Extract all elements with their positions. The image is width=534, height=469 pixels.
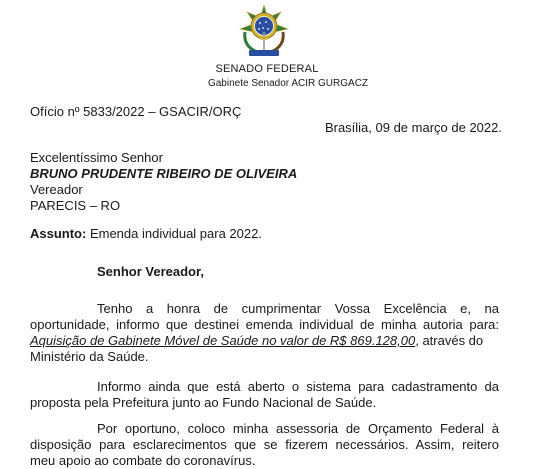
paragraph-3-line-2: disposição para esclarecimentos que se fizerem necessários. Assim, reitero xyxy=(30,437,499,452)
recipient-name: BRUNO PRUDENTE RIBEIRO DE OLIVEIRA xyxy=(30,166,298,181)
paragraph-1-line-1: Tenho a honra de cumprimentar Vossa Excelência e, na xyxy=(97,301,499,316)
paragraph-2-line-2: proposta pela Prefeitura junto ao Fundo Nacional de Saúde. xyxy=(30,395,377,410)
paragraph-1-line-3-rest: , através do xyxy=(415,333,484,348)
document-reference: Ofício nº 5833/2022 – GSACIR/ORÇ xyxy=(30,104,242,119)
greeting: Senhor Vereador, xyxy=(97,264,204,279)
office-subtitle: Gabinete Senador ACIR GURGACZ xyxy=(207,78,369,89)
recipient-salutation-line: Excelentíssimo Senhor xyxy=(30,150,163,165)
subject-label: Assunto: xyxy=(30,226,87,241)
subject-text: Emenda individual para 2022. xyxy=(86,226,262,241)
place-date: Brasília, 09 de março de 2022. xyxy=(324,120,502,135)
subject-line xyxy=(30,226,262,242)
paragraph-3-line-3: meu apoio ao combate do coronavírus. xyxy=(30,453,256,468)
recipient-location: PARECIS – RO xyxy=(30,198,121,213)
paragraph-1-line-2: oportunidade, informo que destinei emenda individual de minha autoria para: xyxy=(30,317,499,332)
paragraph-2-line-1: Informo ainda que está aberto o sistema para cadastramento da xyxy=(97,379,499,394)
paragraph-1-line-4: Ministério da Saúde. xyxy=(30,349,149,364)
institution-title: SENADO FEDERAL xyxy=(215,63,319,75)
recipient-title: Vereador xyxy=(30,182,83,197)
paragraph-3-line-1: Por oportuno, coloco minha assessoria de Orçamento Federal à xyxy=(97,421,499,436)
amendment-highlight: Aquisição de Gabinete Móvel de Saúde no valor de R$ 869.128,00 xyxy=(30,333,416,348)
paragraph-1-line-3 xyxy=(30,333,483,349)
brazil-coat-of-arms-icon xyxy=(233,2,295,60)
